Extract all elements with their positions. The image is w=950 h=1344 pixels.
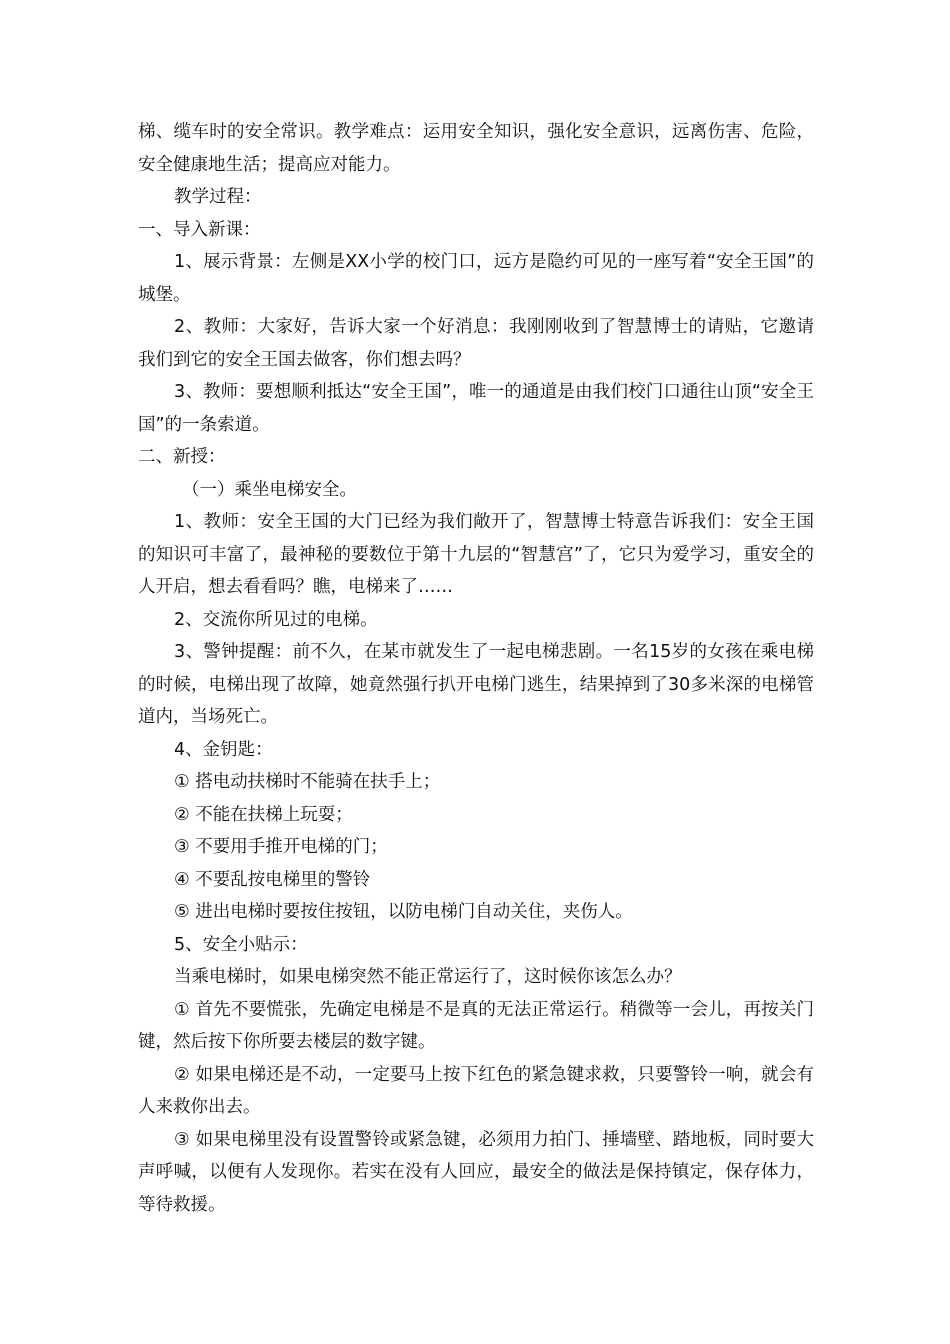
paragraph: 2、交流你所见过的电梯。 — [174, 609, 378, 630]
paragraph: 梯、缆车时的安全常识。教学难点：运用安全知识，强化安全意识，远离伤害、危险，安全健康地生活；提高应对能力。 — [138, 122, 814, 175]
list-item: ① 首先不要慌张，先确定电梯是不是真的无法正常运行。稍微等一会儿，再按关门键，然后按下你所要去楼层的数字键。 — [138, 999, 814, 1052]
list-item: ⑤ 进出电梯时要按住按钮，以防电梯门自动关住，夹伤人。 — [174, 902, 633, 922]
paragraph: 当乘电梯时，如果电梯突然不能正常运行了，这时候你该怎么办？ — [174, 967, 682, 987]
paragraph: 3、教师：要想顺利抵达“安全王国”，唯一的通道是由我们校门口通往山顶“安全王国”的一条索道。 — [138, 382, 814, 435]
list-item: ② 不能在扶梯上玩耍； — [174, 804, 353, 825]
paragraph: 教学过程： — [174, 187, 262, 207]
paragraph: 3、警钟提醒：前不久，在某市就发生了一起电梯悲剧。一名15岁的女孩在乘电梯的时候，电梯出现了故障，她竟然强行扒开电梯门逃生，结果掉到了30多米深的电梯管道内，当场死亡。 — [138, 642, 814, 727]
paragraph: 1、展示背景：左侧是XX小学的校门口，远方是隐约可见的一座写着“安全王国”的城堡。 — [138, 252, 814, 305]
paragraph: 5、安全小贴示： — [174, 934, 308, 955]
list-item: ④ 不要乱按电梯里的警铃 — [174, 869, 371, 890]
list-item: ③ 如果电梯里没有设置警铃或紧急键，必须用力拍门、捶墙壁、踏地板，同时要大声呼喊，以便有人发现你。若实在没有人回应，最安全的做法是保持镇定，保存体力，等待救援。 — [138, 1129, 814, 1215]
section-heading: 一、导入新课： — [138, 219, 261, 240]
subsection-heading: （一）乘坐电梯安全。 — [182, 479, 357, 500]
paragraph: 4、金钥匙： — [174, 739, 273, 760]
list-item: ① 搭电动扶梯时不能骑在扶手上； — [174, 772, 441, 792]
paragraph: 2、教师：大家好，告诉大家一个好消息：我刚刚收到了智慧博士的请贴，它邀请我们到它的安全王国去做客，你们想去吗？ — [138, 317, 814, 370]
paragraph: 1、教师：安全王国的大门已经为我们敞开了，智慧博士特意告诉我们：安全王国的知识可丰富了，最神秘的要数位于第十九层的“智慧宫”了，它只为爱学习，重安全的人开启，想去看看吗？瞧，电梯来了…… — [138, 512, 814, 597]
document-page — [138, 116, 814, 1221]
list-item: ② 如果电梯还是不动，一定要马上按下红色的紧急键求救，只要警铃一响，就会有人来救你出去。 — [138, 1064, 814, 1117]
list-item: ③ 不要用手推开电梯的门； — [174, 837, 388, 857]
section-heading: 二、新授： — [138, 447, 226, 467]
